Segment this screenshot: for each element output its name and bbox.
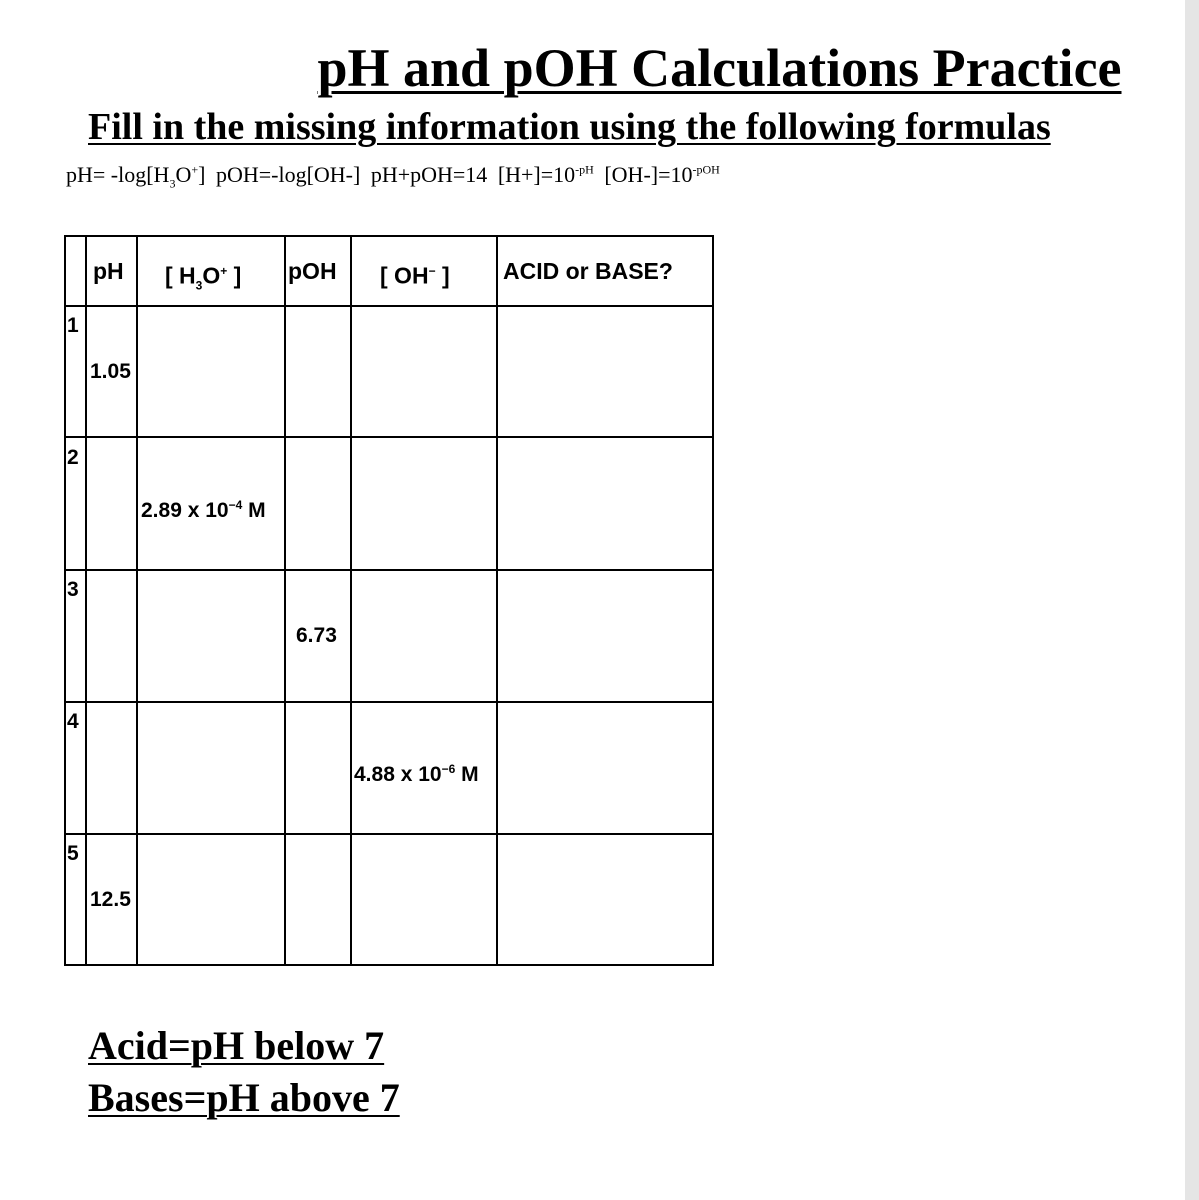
given-ph-row-5: 12.5 <box>90 888 131 911</box>
table-border-top <box>64 235 714 237</box>
sum-formula: pH+pOH=14 <box>370 162 488 188</box>
poh-formula: pOH=-log[OH-] <box>215 162 361 188</box>
header-ph: pH <box>93 258 124 284</box>
row-number: 4 <box>67 710 79 733</box>
column-divider <box>496 235 498 966</box>
row-divider <box>64 569 714 571</box>
h-concentration-formula: $[H+]=10^{-pH}$ <box>497 162 594 188</box>
header-acid-or-base: ACID or BASE? <box>503 258 673 284</box>
column-divider <box>350 235 352 966</box>
row-divider <box>64 833 714 835</box>
row-divider <box>64 436 714 438</box>
header-oh: [ OH− ] <box>380 262 450 289</box>
table-border-bottom <box>64 964 714 966</box>
formula-line <box>66 155 725 199</box>
legend-acid: Acid=pH below 7 <box>88 1023 385 1068</box>
row-divider <box>64 701 714 703</box>
column-divider <box>284 235 286 966</box>
oh-concentration-formula: $[OH-]=10^{-pOH}$ <box>604 162 720 188</box>
header-poh: pOH <box>288 258 337 284</box>
row-number: 2 <box>67 446 79 469</box>
row-number: 3 <box>67 578 79 601</box>
given-oh-row-4: 4.88 x $10^{-6}$ M <box>354 762 479 786</box>
header-h3o: [ $H_3O^+$ ] <box>165 262 242 293</box>
header-row-divider <box>64 305 714 307</box>
given-poh-row-3: 6.73 <box>296 624 337 647</box>
ph-formula: $pH= -\log[H_3O^+]$ <box>66 162 206 191</box>
legend-base: Bases=pH above 7 <box>88 1075 400 1120</box>
column-divider <box>85 235 87 966</box>
given-h3o-row-2: 2.89 x $10^{-4}$ M <box>141 498 266 522</box>
page-edge <box>1185 0 1199 1200</box>
page-title: pH and pOH Calculations Practice <box>317 38 1122 98</box>
table-border-right <box>712 235 714 966</box>
row-number: 5 <box>67 842 79 865</box>
column-divider <box>136 235 138 966</box>
row-number: 1 <box>67 314 79 337</box>
page-subtitle: Fill in the missing information using the following formulas <box>88 106 1051 148</box>
given-ph-row-1: 1.05 <box>90 360 131 383</box>
table-border-left <box>64 235 66 966</box>
